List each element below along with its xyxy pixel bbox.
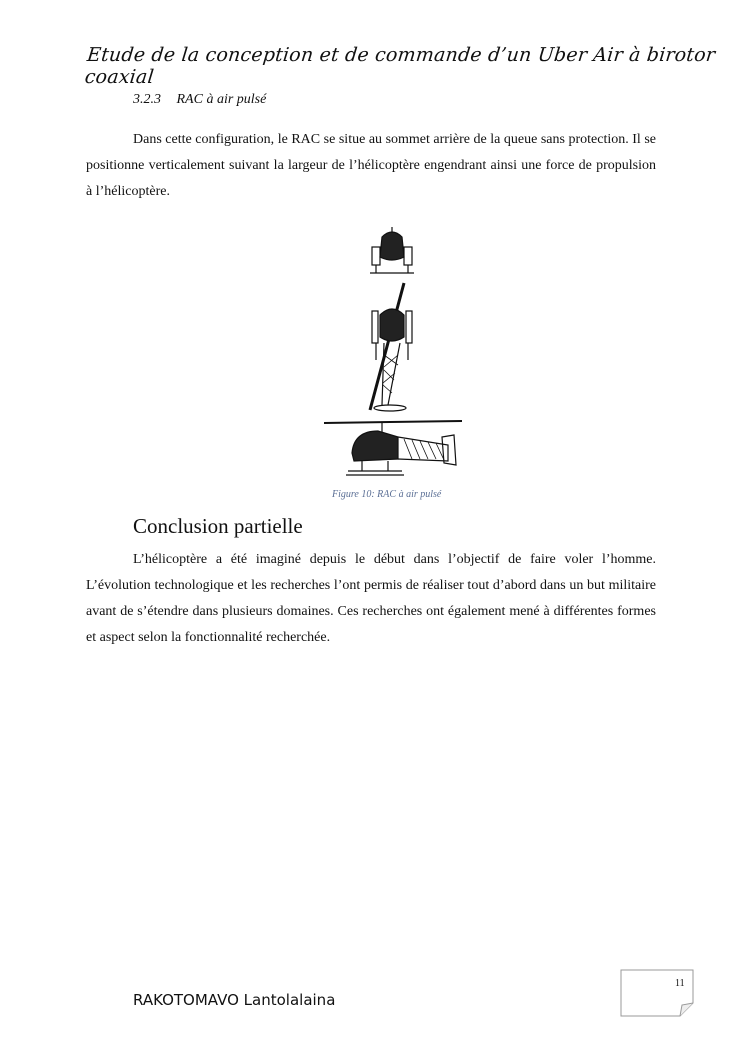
helicopter-side-view [324,421,462,475]
subsection-heading [133,92,266,108]
subsection-number: 3.2.3 [133,92,161,107]
helicopter-front-view [370,227,414,273]
conclusion-heading: Conclusion partielle [133,514,303,538]
paragraph-intro [86,127,656,205]
page-number: 11 [675,978,685,989]
page-number-box [620,969,694,1017]
helicopter-figure [322,225,470,478]
paragraph-intro-text: Dans cette configuration, le RAC se situe au sommet arrière de la queue sans protection. Il se positionne verticalement suivant la largeur de l’hélicoptère engendrant ainsi une force de propulsion à l’hélicoptère. [86,132,656,199]
subsection-title: RAC à air pulsé [176,92,267,107]
figure-caption: Figure 10: RAC à air pulsé [332,489,442,500]
helicopter-top-view [370,283,412,411]
footer-author: RAKOTOMAVO Lantolalaina [133,991,336,1009]
paragraph-conclusion [86,547,656,651]
paragraph-conclusion-text: L’hélicoptère a été imaginé depuis le début dans l’objectif de faire voler l’homme. L’évolution technologique et les recherches l’ont permis de réaliser tout d’abord dans un but militaire avant de s’étendre dans plusieurs domaines. Ces recherches ont également mené à différentes formes et aspect selon la fonctionnalité recherchée. [86,552,656,645]
running-header: Etude de la conception et de commande d’un Uber Air à birotor coaxial [83,44,717,88]
